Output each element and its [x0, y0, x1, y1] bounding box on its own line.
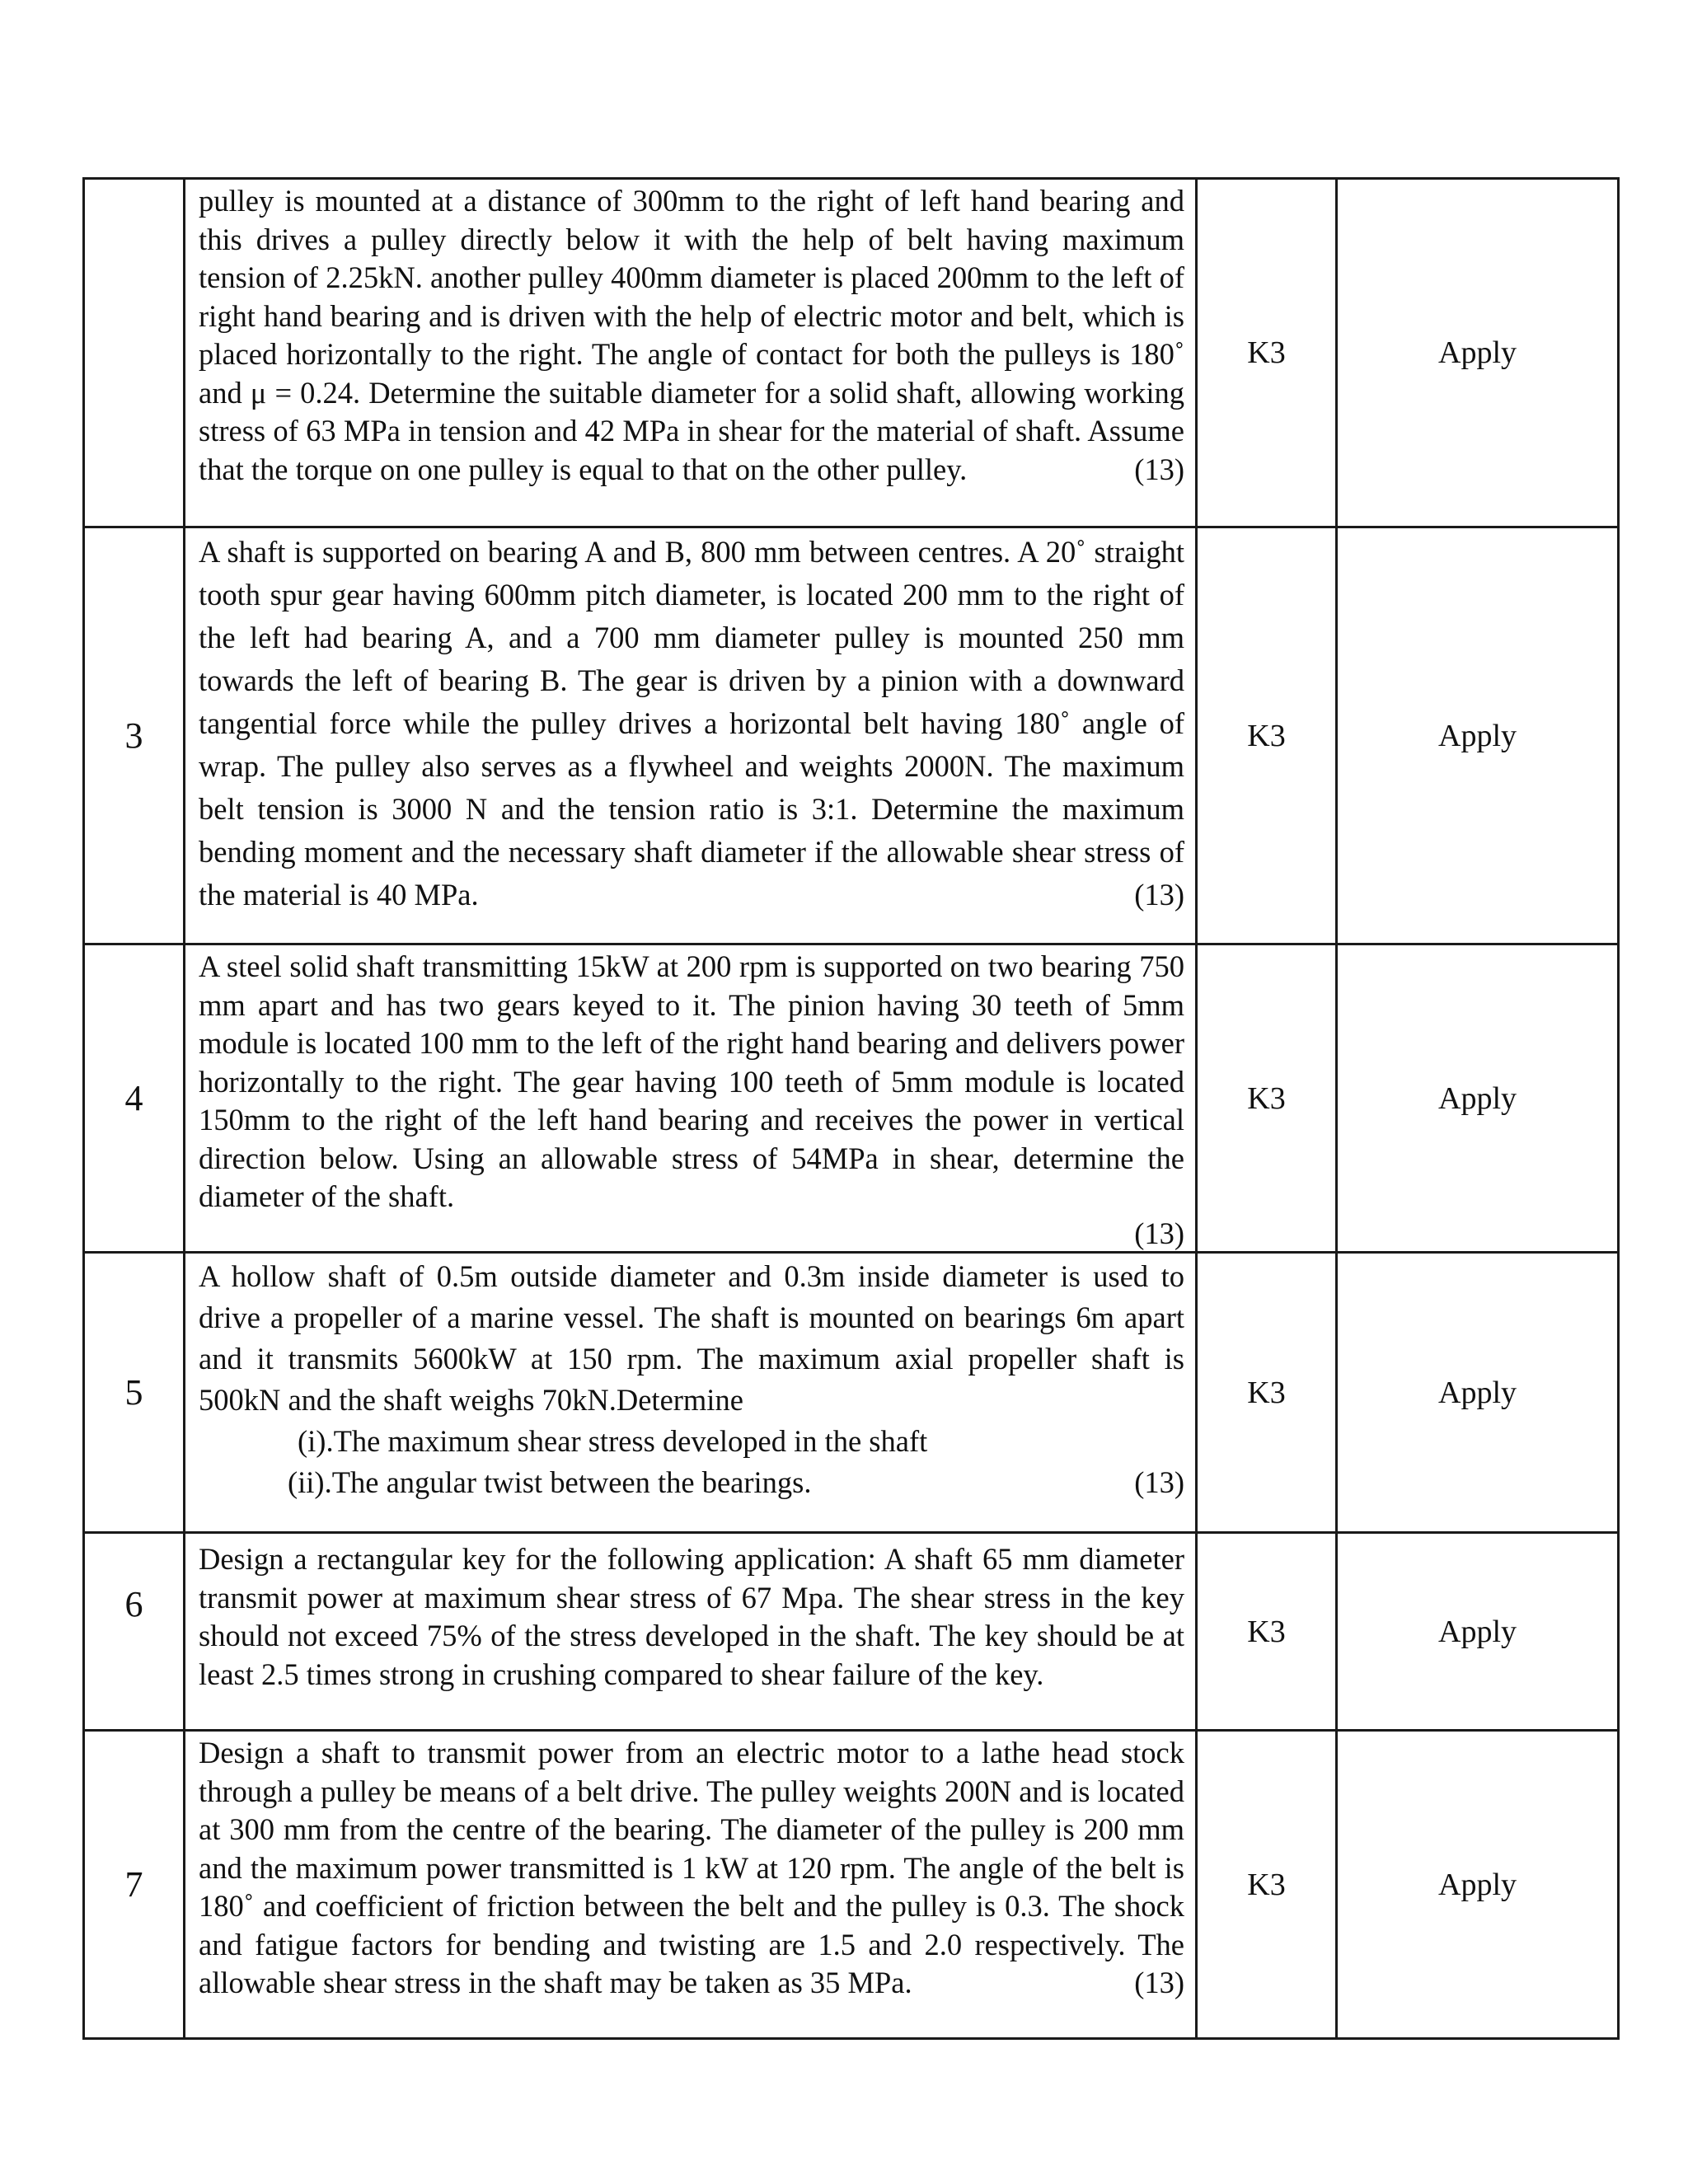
question-cell: [185, 527, 1197, 944]
k-level-cell: K3: [1197, 1253, 1337, 1533]
table-row: [84, 1533, 1619, 1731]
question-text: [199, 1734, 1184, 2003]
question-text: [199, 531, 1184, 916]
question-body: Design a rectangular key for the following application: A shaft 65 mm diameter transmit power at maximum shear stress of 67 Mpa. The shear stress in the key should not exceed 75% of the stress developed in the shaft. The key should be at least 2.5 times strong in crushing compared to shear failure of the key.: [199, 1542, 1184, 1691]
question-body: Design a shaft to transmit power from an electric motor to a lathe head stock through a pulley be means of a belt drive. The pulley weights 200N and is located at 300 mm from the centre of the bearing. The diameter of the pulley is 200 mm and the maximum power transmitted is 1 kW at 120 rpm. The angle of the belt is 180˚ and coefficient of friction between the belt and the pulley is 0.3. The shock and fatigue factors for bending and twisting are 1.5 and 2.0 respectively. The allowable shear stress in the shaft may be taken as 35 MPa.: [199, 1736, 1184, 1999]
question-cell: [185, 944, 1197, 1253]
blooms-level-cell: Apply: [1337, 179, 1619, 527]
marks-label: (13): [1134, 1465, 1184, 1499]
k-level-cell: K3: [1197, 944, 1337, 1253]
k-level-cell: K3: [1197, 1533, 1337, 1731]
question-number: 7: [84, 1731, 185, 2039]
table-row: [84, 944, 1619, 1253]
blooms-level-cell: Apply: [1337, 527, 1619, 944]
blooms-level-cell: Apply: [1337, 944, 1619, 1253]
question-number: 3: [84, 527, 185, 944]
k-level-cell: K3: [1197, 527, 1337, 944]
sub-question-i: (i).The maximum shear stress developed in the shaft: [298, 1424, 928, 1458]
question-body: A shaft is supported on bearing A and B, 800 mm between centres. A 20˚ straight tooth spur gear having 600mm pitch diameter, is located 200 mm to the right of the left had bearing A, and a 700 mm diameter pulley is mounted 250 mm towards the left of bearing B. The gear is driven by a pinion with a downward tangential force while the pulley drives a horizontal belt having 180˚ angle of wrap. The pulley also serves as a flywheel and weights 2000N. The maximum belt tension is 3000 N and the tension ratio is 3:1. Determine the maximum bending moment and the necessary shaft diameter if the allowable shear stress of the material is 40 MPa.: [199, 535, 1184, 912]
marks-label: (13): [1134, 878, 1184, 912]
blooms-level-cell: Apply: [1337, 1533, 1619, 1731]
sub-question-ii: [199, 1462, 1184, 1503]
question-body: A steel solid shaft transmitting 15kW at 200 rpm is supported on two bearing 750 mm apart and has two gears keyed to it. The pinion having 30 teeth of 5mm module is located 100 mm to the left of the right hand bearing and delivers power horizontally to the right. The gear having 100 teeth of 5mm module is located 150mm to the right of the left hand bearing and receives the power in vertical direction below. Using an allowable stress of 54MPa in shear, determine the diameter of the shaft.: [199, 949, 1184, 1213]
blooms-level-cell: Apply: [1337, 1253, 1619, 1533]
marks-label: (13): [1134, 452, 1184, 486]
question-text: [199, 182, 1184, 489]
question-number: 4: [84, 944, 185, 1253]
question-number: [84, 179, 185, 527]
sub-question-ii-text: (ii).The angular twist between the bearings.: [288, 1465, 812, 1499]
question-text: [199, 1256, 1184, 1503]
table-row: [84, 527, 1619, 944]
k-level-cell: K3: [1197, 1731, 1337, 2039]
marks-label: (13): [1134, 1216, 1184, 1250]
question-text: [199, 948, 1184, 1251]
question-table: [82, 177, 1620, 2040]
question-cell: [185, 1253, 1197, 1533]
table-row: [84, 1731, 1619, 2039]
question-cell: [185, 179, 1197, 527]
table-row: [84, 179, 1619, 527]
k-level-cell: K3: [1197, 179, 1337, 527]
marks-label: (13): [1134, 1966, 1184, 1999]
question-number: 5: [84, 1253, 185, 1533]
question-number: 6: [84, 1533, 185, 1731]
blooms-level-cell: Apply: [1337, 1731, 1619, 2039]
question-body: A hollow shaft of 0.5m outside diameter and 0.3m inside diameter is used to drive a propeller of a marine vessel. The shaft is mounted on bearings 6m apart and it transmits 5600kW at 150 rpm. The maximum axial propeller shaft is 500kN and the shaft weighs 70kN.Determine: [199, 1259, 1184, 1417]
table-row: [84, 1253, 1619, 1533]
question-cell: [185, 1731, 1197, 2039]
question-text: [199, 1540, 1184, 1694]
question-cell: [185, 1533, 1197, 1731]
question-body: pulley is mounted at a distance of 300mm to the right of left hand bearing and this drives a pulley directly below it with the help of belt having maximum tension of 2.25kN. another pulley 400mm diameter is placed 200mm to the left of right hand bearing and is driven with the help of electric motor and belt, which is placed horizontally to the right. The angle of contact for both the pulleys is 180˚ and μ = 0.24. Determine the suitable diameter for a solid shaft, allowing working stress of 63 MPa in tension and 42 MPa in shear for the material of shaft. Assume that the torque on one pulley is equal to that on the other pulley.: [199, 184, 1184, 486]
